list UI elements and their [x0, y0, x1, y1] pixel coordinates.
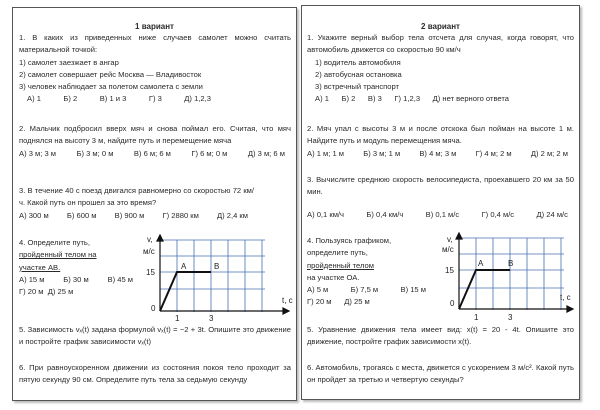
answers: [307, 148, 574, 160]
answer[interactable]: Д) 25 м: [47, 287, 74, 297]
velocity-line: [160, 272, 211, 311]
variant-1-card: [12, 7, 297, 401]
option-item: 3) встречный транспорт: [315, 82, 400, 92]
answer[interactable]: Б) 3 м; 1 м: [363, 148, 401, 158]
answers: [307, 284, 432, 296]
answer[interactable]: В) 45 м: [107, 274, 133, 284]
answer[interactable]: А) 300 м: [19, 210, 49, 220]
x-tick: 3: [209, 314, 214, 322]
v2-question-2: [307, 123, 574, 160]
option-item: 2) автобусная остановка: [315, 69, 402, 79]
point-b-label: B: [508, 259, 514, 268]
answer[interactable]: В) 4 м; 3 м: [419, 148, 457, 158]
y-tick: 15: [146, 268, 155, 277]
v1-question-6: 6. При равноускоренном движении из состояния покоя тело проходит за пятую секунду 90 см. Определите путь тела за седьмую секунду: [19, 363, 291, 385]
answer[interactable]: Б) 30 м: [63, 274, 89, 284]
answers: [307, 209, 574, 221]
answer[interactable]: А) 1 м; 1 м: [307, 148, 345, 158]
answer[interactable]: А) 5 м: [307, 285, 329, 295]
answer[interactable]: Б) 7,5 м: [350, 285, 379, 295]
x-axis-label: t, с: [282, 296, 293, 305]
v2-question-6: 6. Автомобиль, трогаясь с места, движется с ускорением 3 м/с². Какой путь он пройдет за третью и четвертую секунды?: [307, 363, 574, 385]
v1-question-3: [19, 185, 254, 222]
answer[interactable]: Г) 6 м; 0 м: [191, 148, 228, 158]
question-text: 2. Мяч упал с высоты 3 м и после отскока был пойман на высоте 1 м. Найдите путь и модуль перемещения мяча.: [307, 124, 574, 146]
v2-question-4: [307, 235, 432, 309]
answer[interactable]: Д) 3 м; 6 м: [247, 148, 285, 158]
v1-question-4: [19, 237, 139, 298]
x-tick: 3: [508, 313, 513, 322]
answer[interactable]: Б) 600 м: [66, 210, 97, 220]
question-text: на участке ОА.: [307, 272, 360, 282]
question-text: 3. В течение 40 с поезд двигался равномерно со скоростью 72 км/ч. Какой путь он прошел за это время?: [19, 186, 254, 208]
v1-question-2: [19, 123, 291, 160]
question-text: участке АВ.: [19, 262, 61, 272]
question-text: 2. Мальчик подбросил вверх мяч и снова поймал его. Считая, что мяч поднялся на высоту 3 м, найдите путь и перемещение мяча: [19, 124, 291, 146]
answer[interactable]: Д) 24 м/с: [536, 209, 568, 219]
answer[interactable]: Д) 1,2,3: [184, 94, 211, 104]
x-axis-label: t, с: [560, 293, 571, 302]
answer[interactable]: А) 3 м; 3 м: [19, 148, 57, 158]
answer[interactable]: А) 1: [27, 94, 41, 104]
question-text: 4. Определите путь,: [19, 238, 90, 247]
answer[interactable]: Д) 25 м: [344, 297, 370, 307]
variant-2-card: [301, 5, 580, 400]
answer[interactable]: Г) 20 м: [307, 297, 332, 307]
answer[interactable]: В) 900 м: [114, 210, 145, 220]
velocity-line: [459, 270, 510, 309]
answers: [19, 274, 139, 286]
answers: [19, 148, 291, 160]
y-axis-unit: м/с: [143, 247, 155, 256]
axes: [456, 233, 573, 312]
answers: [19, 93, 217, 105]
answer[interactable]: В) 3: [367, 94, 382, 104]
answer[interactable]: Г) 1,2,3: [394, 94, 421, 104]
y-axis-label: v,: [147, 235, 153, 244]
answer[interactable]: Д) нет верного ответа: [432, 94, 509, 104]
v2-question-1: [307, 32, 574, 106]
option-item: 3) человек наблюдает за полетом самолета с земли: [19, 82, 203, 92]
answer[interactable]: Г) 4 м; 2 м: [475, 148, 512, 158]
answer[interactable]: В) 6 м; 6 м: [133, 148, 171, 158]
answer[interactable]: А) 15 м: [19, 274, 45, 284]
option-item: 1) водитель автомобиля: [315, 57, 401, 67]
answer[interactable]: Г) 0,4 м/с: [481, 209, 515, 219]
answers: [19, 286, 139, 298]
point-a-label: A: [181, 262, 187, 271]
point-b-label: B: [214, 262, 220, 271]
answer[interactable]: Г) 2880 км: [162, 210, 199, 220]
point-a-label: A: [478, 259, 484, 268]
answer[interactable]: В) 0,1 м/с: [425, 209, 460, 219]
question-text: определите путь,: [307, 248, 368, 258]
y-tick: 15: [445, 266, 454, 275]
answers: [19, 210, 254, 222]
answer[interactable]: Д) 2 м; 2 м: [530, 148, 568, 158]
answer[interactable]: Г) 3: [148, 94, 162, 104]
answers: [307, 296, 432, 308]
answer[interactable]: Б) 3 м; 0 м: [76, 148, 114, 158]
answer[interactable]: Б) 2: [63, 94, 78, 104]
v2-question-5: 5. Уравнение движения тела имеет вид: x(t) = 20 - 4t. Опишите это движение, постройте график зависимости x(t).: [307, 325, 574, 347]
answer[interactable]: Г) 20 м: [19, 287, 44, 297]
variant-1-title: 1 вариант: [135, 22, 174, 31]
question-text: 4. Пользуясь графиком,: [307, 236, 392, 245]
origin-label: 0: [450, 299, 455, 308]
v2-question-3: [307, 174, 574, 221]
answer[interactable]: Б) 2: [341, 94, 356, 104]
question-text: 1. В каких из приведенных ниже случаев самолет можно считать материальной точкой:: [19, 33, 291, 55]
x-tick: 1: [175, 314, 180, 322]
question-text: пройденный телом: [307, 260, 374, 270]
origin-label: 0: [151, 304, 156, 313]
question-text: пройденный телом на: [19, 250, 97, 260]
answers: [307, 93, 515, 105]
x-tick: 1: [474, 313, 479, 322]
v1-velocity-graph: [143, 232, 298, 322]
v2-velocity-graph: [442, 232, 577, 322]
question-text: 3. Вычислите среднюю скорость велосипедиста, проехавшего 20 км за 50 мин.: [307, 175, 574, 197]
answer[interactable]: Д) 2,4 км: [216, 210, 248, 220]
v1-question-1: [19, 32, 291, 106]
option-item: 2) самолет совершает рейс Москва — Владивосток: [19, 69, 202, 79]
v1-question-5: 5. Зависимость vₓ(t) задана формулой vₓ(t) = −2 + 3t. Опишите это движение и постройте график зависимости vₓ(t): [19, 325, 291, 347]
answer[interactable]: А) 1: [315, 94, 329, 104]
option-item: 1) самолет заезжает в ангар: [19, 57, 119, 67]
answer[interactable]: В) 15 м: [400, 285, 426, 295]
variant-2-title: 2 вариант: [421, 22, 460, 31]
y-axis-unit: м/с: [442, 245, 454, 254]
y-axis-label: v,: [447, 235, 453, 244]
question-text: 1. Укажите верный выбор тела отсчета для случая, когда говорят, что автомобиль движется со скоростью 90 км/ч: [307, 33, 574, 55]
answer[interactable]: Б) 0,4 км/ч: [366, 209, 404, 219]
answer[interactable]: В) 1 и 3: [99, 94, 127, 104]
answer[interactable]: А) 0,1 км/ч: [307, 209, 344, 219]
